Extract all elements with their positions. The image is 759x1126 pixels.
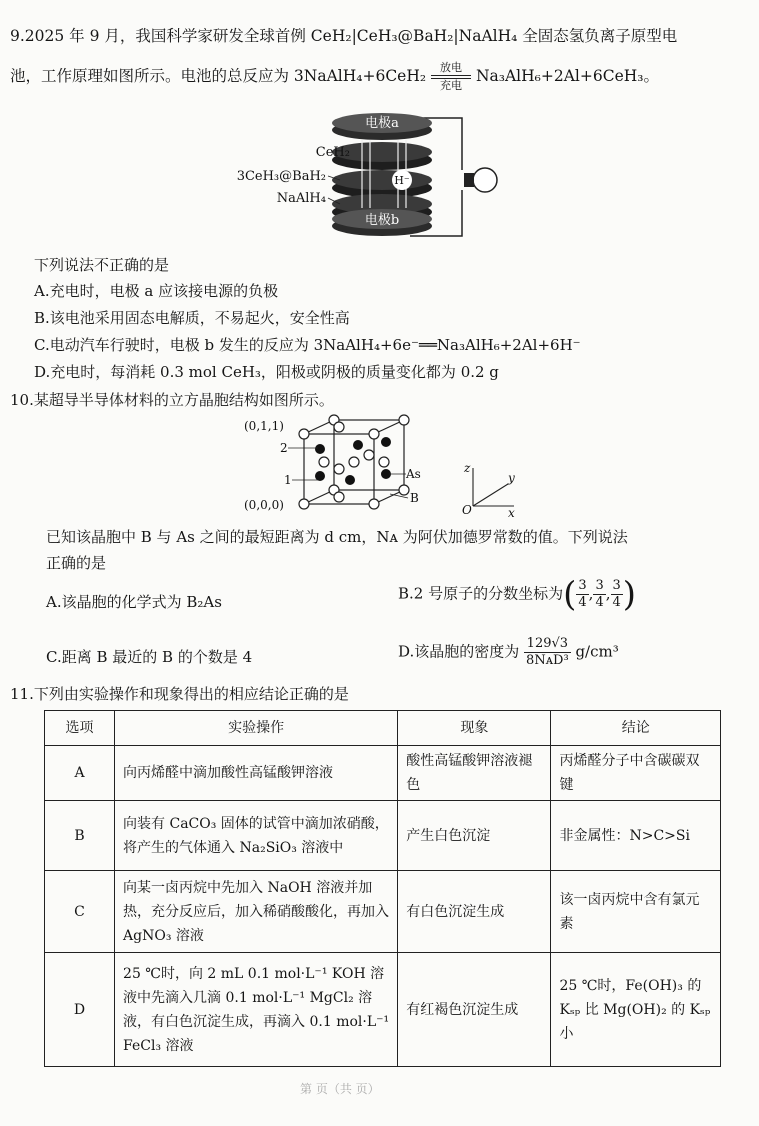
header-conclusion: 结论 — [551, 711, 721, 746]
q9-option-c: C.电动汽车行驶时，电极 b 发生的反应为 3NaAlH₄+6e⁻══Na₃AlH₆+2Al+6H⁻ — [34, 336, 581, 354]
table-row — [45, 801, 721, 871]
row-option: D — [45, 953, 115, 1067]
q10-stem-line1: 已知该晶胞中 B 与 As 之间的最短距离为 d cm，Nᴀ 为阿伏加德罗常数的值。下列说法 — [46, 528, 628, 546]
arrow-top-label: 放电 — [440, 61, 463, 74]
crystal-cell-figure — [240, 414, 540, 520]
q9-line2-text: 池，工作原理如图所示。电池的总反应为 3NaAlH₄+6CeH₂ — [10, 67, 427, 85]
q10-stem-line2: 正确的是 — [46, 554, 107, 572]
row-phenomenon: 有红褐色沉淀生成 — [398, 953, 551, 1067]
label-1: 1 — [284, 473, 292, 487]
table-header-row — [45, 711, 721, 746]
bulb-icon — [464, 168, 497, 192]
row-operation: 向丙烯醛中滴加酸性高锰酸钾溶液 — [115, 746, 398, 801]
reaction-arrow — [431, 62, 471, 92]
q9-option-b: B.该电池采用固态电解质，不易起火，安全性高 — [34, 309, 350, 327]
label-b: B — [410, 491, 419, 505]
paren-right: ) — [622, 574, 637, 615]
axis-y: y — [508, 471, 515, 485]
layer-label-ceh3: 3CeH₃@BaH₂ — [236, 169, 326, 184]
q10-option-a: A.该晶胞的化学式为 B₂As — [46, 593, 222, 611]
q10-option-c: C.距离 B 最近的 B 的个数是 4 — [46, 648, 253, 666]
q9-stem: 下列说法不正确的是 — [34, 256, 170, 274]
paren-left: ( — [563, 574, 577, 615]
experiment-table — [44, 710, 721, 1067]
q9-option-a: A.充电时，电极 a 应该接电源的负极 — [34, 282, 279, 300]
q9-line1: 9.2025 年 9 月，我国科学家研发全球首例 CeH₂|CeH₃@BaH₂|NaAlH₄ 全固态氢负离子原型电 — [10, 27, 678, 45]
electrode-a-label: 电极a — [365, 116, 399, 131]
density-fraction: $\frac{129√3}{\text{8NᴀD³}}$ — [526, 636, 569, 668]
q10-option-b: B.2 号原子的分数坐标为( $\frac{3}{4}$ , $\frac{3}{4}$ , $\frac{3}{4}$ ) — [398, 574, 637, 615]
layer-label-ceh2: CeH₂ — [315, 145, 350, 160]
arrow-bottom-label: 充电 — [440, 79, 463, 92]
electrode-b-label: 电极b — [364, 213, 400, 228]
q10-title: 10.某超导半导体材料的立方晶胞结构如图所示。 — [10, 391, 334, 409]
row-conclusion: 丙烯醛分子中含碳碳双键 — [551, 746, 721, 801]
row-option: C — [45, 871, 115, 953]
row-operation: 25 ℃时，向 2 mL 0.1 mol·L⁻¹ KOH 溶液中先滴入几滴 0.1 mol·L⁻¹ MgCl₂ 溶液，有白色沉淀生成，再滴入 0.1 mol·L⁻¹ FeCl₃ 溶液 — [115, 953, 398, 1067]
header-operation: 实验操作 — [115, 711, 398, 746]
row-operation: 向装有 CaCO₃ 固体的试管中滴加浓硝酸，将产生的气体通入 Na₂SiO₃ 溶液中 — [115, 801, 398, 871]
ion-label: H⁻ — [394, 174, 410, 187]
row-conclusion: 该一卤丙烷中含有氯元素 — [551, 871, 721, 953]
layer-ceh3-bah2 — [332, 170, 432, 198]
frac-x: $\frac{3}{4}$ — [578, 578, 587, 610]
page-footer: 第 页（共 页） — [300, 1082, 380, 1096]
row-conclusion: 非金属性：N>C>Si — [551, 801, 721, 871]
row-phenomenon: 酸性高锰酸钾溶液褪色 — [398, 746, 551, 801]
q9-line2 — [10, 62, 659, 92]
coord-origin: (0,0,0) — [244, 498, 284, 512]
table-row — [45, 871, 721, 953]
axis-z: z — [464, 461, 471, 475]
label-as: As — [406, 467, 421, 481]
battery-figure — [236, 108, 510, 242]
axis-o: O — [462, 503, 472, 517]
row-phenomenon: 有白色沉淀生成 — [398, 871, 551, 953]
density-unit: g/cm³ — [575, 642, 619, 661]
q10-option-d — [398, 636, 619, 669]
frac-y: $\frac{3}{4}$ — [595, 578, 604, 610]
label-2: 2 — [280, 441, 288, 455]
table-row — [45, 953, 721, 1067]
row-operation: 向某一卤丙烷中先加入 NaOH 溶液并加热，充分反应后，加入稀硝酸酸化，再加入 AgNO₃ 溶液 — [115, 871, 398, 953]
row-conclusion: 25 ℃时，Fe(OH)₃ 的 Kₛₚ 比 Mg(OH)₂ 的 Kₛₚ 小 — [551, 953, 721, 1067]
q11-title: 11.下列由实验操作和现象得出的相应结论正确的是 — [10, 685, 349, 703]
row-option: B — [45, 801, 115, 871]
q9-line2-rhs: Na₃AlH₆+2Al+6CeH₃。 — [475, 67, 659, 85]
table-row — [45, 746, 721, 801]
frac-z: $\frac{3}{4}$ — [612, 578, 621, 610]
layer-label-naalh4: NaAlH₄ — [276, 191, 326, 206]
q10-option-d-prefix: D.该晶胞的密度为 — [398, 642, 520, 661]
header-option: 选项 — [45, 711, 115, 746]
axis-x: x — [508, 506, 515, 520]
q9-option-d: D.充电时，每消耗 0.3 mol CeH₃，阳极或阴极的质量变化都为 0.2 g — [34, 363, 499, 381]
header-phenomenon: 现象 — [398, 711, 551, 746]
coord-top: (0,1,1) — [244, 419, 284, 433]
row-option: A — [45, 746, 115, 801]
row-phenomenon: 产生白色沉淀 — [398, 801, 551, 871]
q10-option-b-prefix: B.2 号原子的分数坐标为 — [398, 584, 564, 603]
